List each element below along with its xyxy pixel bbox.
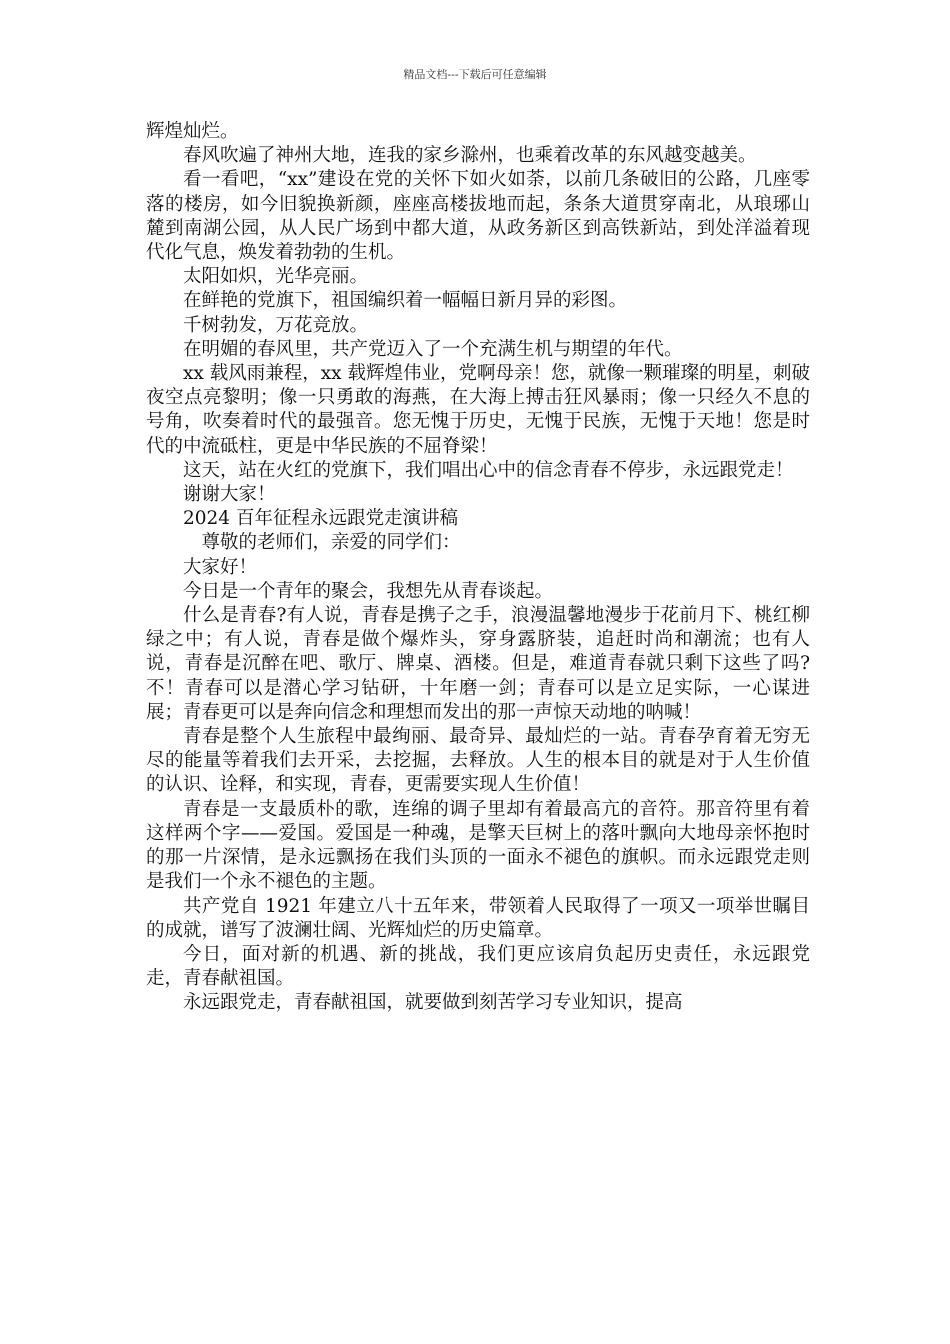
paragraph: 太阳如炽，光华亮丽。 bbox=[183, 266, 369, 288]
paragraph: 青春是一支最质朴的歌，连绵的调子里却有着最高亢的音符。那音符里有着这样两个字——爱国。爱国是一种魂，是擎天巨树上的落叶飘向大地母亲怀抱时的那一片深情，是永远飘扬在我们头顶的一面永不褪色的旗帜。而永远跟党走则是我们一个永不褪色的主题。 bbox=[146, 798, 810, 893]
paragraph: 在明媚的春风里，共产党迈入了一个充满生机与期望的年代。 bbox=[183, 338, 683, 360]
paragraph: 看一看吧，“xx”建设在党的关怀下如火如荼，以前几条破旧的公路，几座零落的楼房，如今旧貌换新颜，座座高楼拔地而起，条条大道贯穿南北，从琅琊山麓到南湖公园，从人民广场到中都大道，从政务新区到高铁新站，到处洋溢着现代化气息，焕发着勃勃的生机。 bbox=[146, 169, 810, 264]
paragraph: 什么是青春?有人说，青春是携子之手，浪漫温馨地漫步于花前月下、桃红柳绿之中；有人说，青春是做个爆炸头，穿身露脐装，追赶时尚和潮流；也有人说，青春是沉醉在吧、歌厅、牌桌、酒楼。但是，难道青春就只剩下这些了吗?不！青春可以是潜心学习钻研，十年磨一剑；青春可以是立足实际，一心谋进展；青春更可以是奔向信念和理想而发出的那一声惊天动地的呐喊！ bbox=[146, 605, 810, 723]
paragraph: 在鲜艳的党旗下，祖国编织着一幅幅日新月异的彩图。 bbox=[183, 290, 628, 312]
document-body bbox=[146, 120, 810, 1016]
section-title: 2024 百年征程永远跟党走演讲稿 bbox=[183, 508, 458, 530]
paragraph: 谢谢大家！ bbox=[183, 484, 276, 506]
paragraph: 千树勃发，万花竞放。 bbox=[183, 314, 369, 336]
paragraph: xx 载风雨兼程，xx 载辉煌伟业，党啊母亲！您，就像一颗璀璨的明星，刺破夜空点亮黎明；像一只勇敢的海燕，在大海上搏击狂风暴雨；像一只经久不息的号角，吹奏着时代的最强音。您无愧于历史，无愧于民族，无愧于天地！您是时代的中流砥柱，更是中华民族的不屈脊梁！ bbox=[146, 363, 810, 457]
paragraph: 春风吹遍了神州大地，连我的家乡滁州，也乘着改革的东风越变越美。 bbox=[183, 145, 757, 167]
paragraph: 辉煌灿烂。 bbox=[146, 121, 239, 142]
page-header: 精品文档---下载后可任意编辑 bbox=[403, 68, 547, 81]
paragraph: 青春是整个人生旅程中最绚丽、最奇异、最灿烂的一站。青春孕育着无穷无尽的能量等着我们去开采，去挖掘，去释放。人生的根本目的就是对于人生价值的认识、诠释，和实现，青春，更需要实现人生价值！ bbox=[146, 726, 810, 796]
paragraph: 今日是一个青年的聚会，我想先从青春谈起。 bbox=[183, 580, 554, 602]
salutation: 尊敬的老师们，亲爱的同学们： bbox=[201, 532, 461, 554]
paragraph: 这天，站在火红的党旗下，我们唱出心中的信念青春不停步，永远跟党走！ bbox=[183, 459, 794, 481]
paragraph: 大家好！ bbox=[183, 556, 258, 578]
paragraph: 共产党自 1921 年建立八十五年来，带领着人民取得了一项又一项举世瞩目的成就，谱写了波澜壮阔、光辉灿烂的历史篇章。 bbox=[146, 895, 810, 941]
paragraph: 今日，面对新的机遇、新的挑战，我们更应该肩负起历史责任，永远跟党走，青春献祖国。 bbox=[146, 943, 810, 990]
paragraph: 永远跟党走，青春献祖国，就要做到刻苦学习专业知识，提高 bbox=[183, 992, 683, 1014]
